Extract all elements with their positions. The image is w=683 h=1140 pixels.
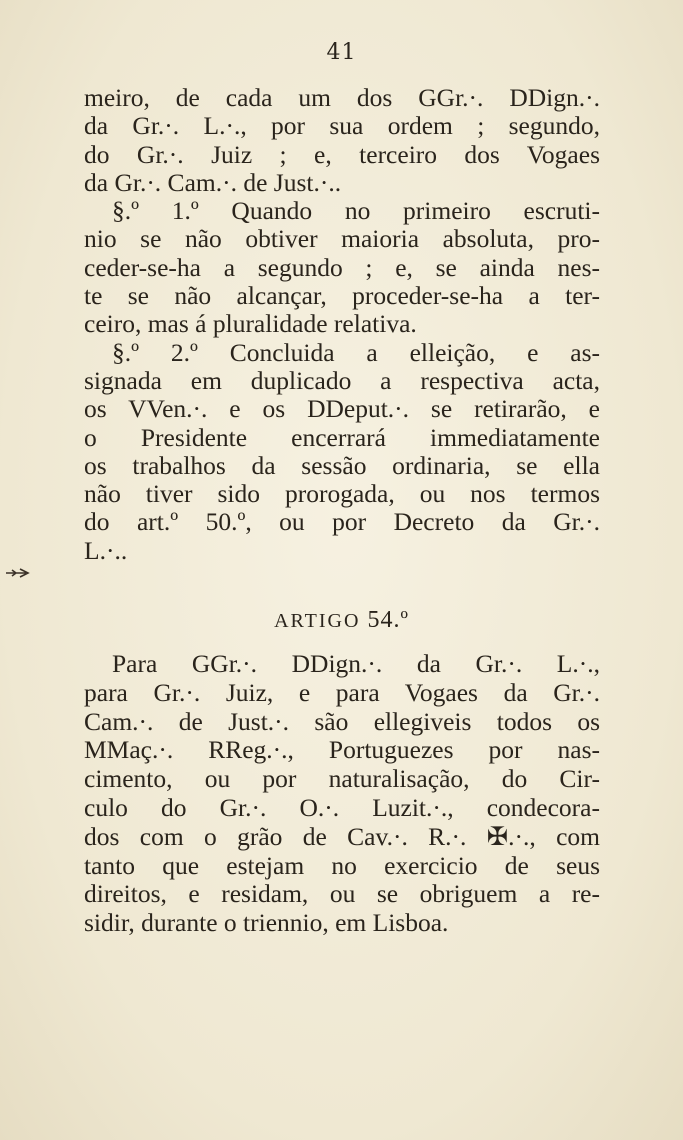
text-line: nio se não obtiver maioria absoluta, pro-	[84, 224, 600, 254]
text-line: culo do Gr.·. O.·. Luzit.·., condecora-	[84, 792, 600, 822]
article-number: 54.º	[367, 607, 409, 633]
text-line: os VVen.·. e os DDeput.·. se retirarão, e	[84, 394, 600, 424]
text-line: o Presidente encerrará immediatamente	[84, 422, 600, 452]
text-line: dos com o grão de Cav.·. R.·. ✠.·., com	[84, 821, 600, 851]
text-line: cimento, ou por naturalisação, do Cir-	[84, 764, 600, 794]
pointing-hand-mark-icon	[4, 566, 38, 580]
text-line: signada em duplicado a respectiva acta,	[84, 365, 600, 395]
text-line: os trabalhos da sessão ordinaria, se ella	[84, 450, 600, 480]
text-line: L.·..	[84, 535, 128, 565]
text-line: para Gr.·. Juiz, e para Vogaes da Gr.·.	[84, 677, 600, 707]
text-line: direitos, e residam, ou se obriguem a re-	[84, 879, 600, 909]
text-line: te se não alcançar, proceder-se-ha a ter-	[84, 281, 600, 311]
text-line: Cam.·. de Just.·. são ellegiveis todos os	[84, 706, 600, 736]
text-line: tanto que estejam no exercicio de seus	[84, 850, 600, 880]
text-line: ceder-se-ha a segundo ; e, se ainda nes-	[84, 252, 600, 282]
text-line: não tiver sido prorogada, ou nos termos	[84, 479, 600, 509]
article-label: ARTIGO	[274, 610, 361, 632]
text-line: Para GGr.·. DDign.·. da Gr.·. L.·.,	[112, 649, 600, 678]
text-line: sidir, durante o triennio, em Lisboa.	[84, 908, 449, 938]
page-number: 41	[326, 40, 357, 65]
text-line: MMaç.·. RReg.·., Portuguezes por nas-	[84, 735, 600, 765]
text-line: da Gr.·. Cam.·. de Just.·..	[84, 167, 342, 197]
text-line: da Gr.·. L.·., por sua ordem ; segundo,	[84, 111, 600, 141]
text-line: §.º 2.º Concluida a elleição, e as-	[112, 337, 600, 367]
text-line: §.º 1.º Quando no primeiro escruti-	[112, 196, 600, 226]
text-line: meiro, de cada um dos GGr.·. DDign.·.	[84, 83, 600, 112]
paragraph-block-2	[84, 650, 600, 938]
text-line: ceiro, mas á pluralidade relativa.	[84, 309, 417, 339]
text-line: do art.º 50.º, ou por Decreto da Gr.·.	[84, 507, 600, 537]
text-line: do Gr.·. Juiz ; e, terceiro dos Vogaes	[84, 139, 600, 169]
article-heading	[0, 607, 683, 634]
paragraph-block-1	[84, 84, 600, 565]
